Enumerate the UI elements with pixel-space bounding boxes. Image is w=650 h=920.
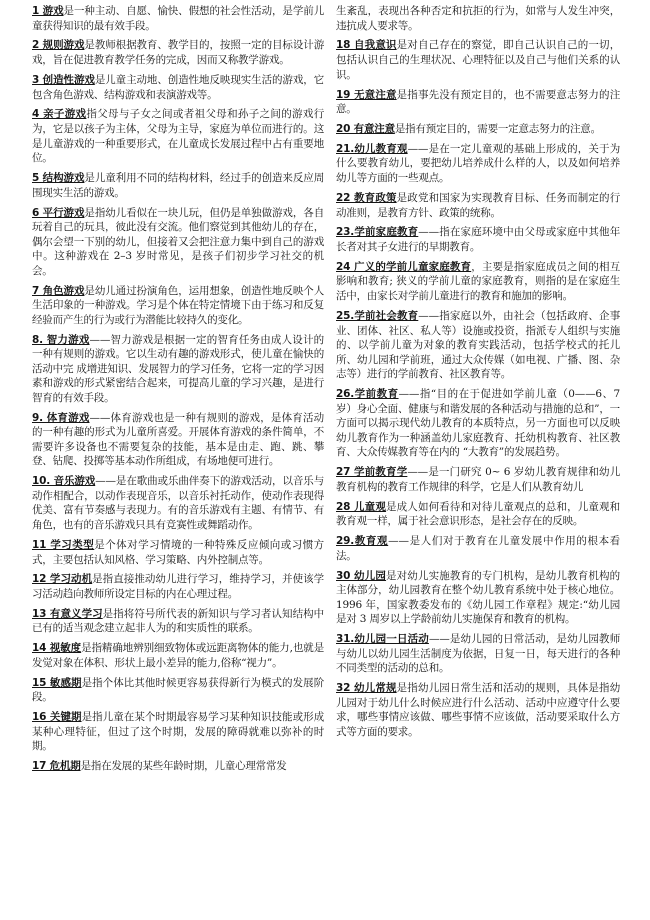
glossary-entry [336, 309, 620, 382]
glossary-term: 8. 智力游戏 [32, 333, 90, 346]
glossary-definition: ——指在家庭环境中由父母或家庭中其他年长者对其子女进行的早期教育。 [336, 226, 620, 253]
glossary-definition: 是教师根据教育、教学目的，按照一定的目标设计游戏，旨在促进教育教学任务的完成，因而又称教学游戏。 [32, 39, 325, 67]
glossary-definition: 是指在发展的某些年龄时期，儿童心理常常发 [80, 760, 287, 773]
glossary-entry [336, 534, 620, 563]
glossary-term: 9. 体育游戏 [32, 411, 90, 424]
glossary-entry [32, 710, 324, 754]
glossary-term: 23.学前家庭教育 [336, 226, 419, 239]
glossary-entry [32, 38, 324, 67]
glossary-definition: 是对幼儿实施教育的专门机构，是幼儿教育机构的主体部分，幼儿园教育在整个幼儿教育系统中处于核心地位。1996 年，国家教委发布的《幼儿园工作章程》规定:“幼儿园是对 3 周岁以上学龄前幼儿实施保育和教育的机构。 [336, 569, 620, 626]
glossary-term: 7 角色游戏 [32, 284, 85, 297]
glossary-definition: 是儿童利用不同的结构材料，经过手的创造来反应周围现实生活的游戏。 [32, 172, 325, 199]
glossary-definition: 是指个体比其他时候更容易获得新行为模式的发展阶段。 [32, 676, 324, 704]
glossary-definition: ——是幼儿园的日常活动，是幼儿园教师与幼儿以幼儿园生活制度为依据，日复一日，每天进行的各种不同类型的活动的总和。 [336, 633, 620, 675]
glossary-definition: ——指“目的在于促进如学前儿童（0——6、7 岁）身心全面、健康与和谐发展的各种活动与措施的总和”，一方面可以揭示现代幼儿教育的本质特点，另一方面也可以反映幼儿教育作为一种涵盖幼儿家庭教育、托幼机构教育、社区教育、大众传媒教育等在内的 “大教育”的发展趋势。 [336, 388, 620, 459]
glossary-term: 26.学前教育 [336, 388, 399, 401]
glossary-definition: ——是一门研究 0~ 6 岁幼儿教育规律和幼儿教育机构的教育工作规律的科学，它是人们从教育幼儿 [336, 466, 620, 493]
glossary-term: 20 有意注意 [336, 123, 395, 135]
glossary-entry [32, 538, 324, 567]
glossary-entry [32, 474, 324, 532]
glossary-definition: ——是在歌曲或乐曲伴奏下的游戏活动，以音乐与动作相配合，以动作表现音乐，以音乐衬托动作，使动作表现得优美、富有节奏感与表现力。有的音乐游戏有主题、有情节、有角色，也有的音乐游戏只具有竞赛性或舞蹈动作。 [32, 475, 324, 532]
glossary-entry [336, 500, 620, 529]
glossary-definition: 是一种主动、自愿、愉快、假想的社会性活动，是学前儿童获得知识的最有效手段。 [32, 5, 324, 32]
glossary-term: 4 亲子游戏 [32, 108, 87, 121]
glossary-definition: 指父母与子女之间或者祖父母和孙子之间的游戏行为，它是以孩子为主体，父母为主导，家庭为单位而进行的。这是儿童游戏的一种重要形式，在儿童成长发展过程中占有重要地位。 [32, 108, 324, 165]
glossary-definition: 是政党和国家为实现教育目标、任务而制定的行动准则，是教育方针、政策的统称。 [336, 191, 620, 219]
glossary-term: 12 学习动机 [32, 573, 93, 586]
glossary-term: 17 危机期 [32, 760, 81, 773]
glossary-definition: ——指家庭以外，由社会（包括政府、企事业、团体、社区、私人等）设施或投资，指派专人组织与实施的、以学前儿童为对象的教育实践活动，包括学校式的托儿所、幼儿园和学前班，通过大众传媒（如电视、广播、图、杂志等）进行的学前教育、社区教育等。 [336, 309, 620, 381]
glossary-term: 3 创造性游戏 [32, 73, 95, 86]
glossary-definition: 是指幼儿看似在一块儿玩，但仍是单独做游戏，各自玩着自己的玩具，彼此没有交流。他们察觉到其他幼儿的存在，偶尔会望一下别的幼儿，但接着又会把注意力集中到自己的游戏中。这种游戏在 2–3 岁时常见，是孩子们初步学习社交的机会。 [32, 206, 325, 277]
glossary-entry [32, 4, 324, 33]
glossary-entry [336, 38, 620, 82]
glossary-entry [32, 171, 324, 200]
glossary-entry [336, 569, 620, 627]
glossary-term: 29.教育观 [336, 535, 389, 548]
glossary-term: 11 学习类型 [32, 538, 95, 551]
glossary-term: 10. 音乐游戏 [32, 475, 96, 488]
glossary-entry [336, 387, 620, 460]
glossary-term: 14 视敏度 [32, 642, 82, 655]
glossary-entry [336, 122, 620, 137]
glossary-entry [32, 759, 324, 774]
glossary-definition: 是指有预定目的，需要一定意志努力的注意。 [394, 123, 601, 135]
glossary-term: 18 自我意识 [336, 39, 397, 52]
glossary-entry [336, 465, 620, 494]
glossary-term: 16 关键期 [32, 711, 82, 724]
glossary-term: 5 结构游戏 [32, 172, 85, 185]
glossary-definition: 是儿童主动地、创造性地反映现实生活的游戏，它包含角色游戏、结构游戏和表演游戏等。 [32, 73, 325, 101]
glossary-definition: 是幼儿通过扮演角色，运用想象，创造性地反映个人生活印象的一种游戏。学习是个体在特定情境下由于练习和反复经验而产生的行为或行为潜能比较持久的变化。 [32, 284, 325, 326]
glossary-term: 1 游戏 [32, 5, 64, 17]
left-column [32, 4, 324, 779]
glossary-term: 15 敏感期 [32, 676, 82, 689]
glossary-definition: 是对自己存在的察觉，即自己认识自己的一切，包括认识自己的生理状况、心理特征以及自己与他们关系的认识。 [336, 39, 620, 81]
glossary-entry [336, 681, 620, 739]
glossary-entry [32, 641, 324, 670]
glossary-term: 22 教育政策 [336, 191, 397, 204]
glossary-definition: 是指事先没有预定目的，也不需要意志努力的注意。 [336, 88, 620, 116]
glossary-entry [336, 88, 620, 117]
glossary-entry [32, 676, 324, 705]
glossary-term: 6 平行游戏 [32, 206, 85, 219]
glossary-entry [32, 73, 324, 102]
glossary-term: 13 有意义学习 [32, 607, 103, 620]
glossary-term: 28 儿童观 [336, 500, 386, 513]
glossary-entry [32, 572, 324, 601]
glossary-term: 25.学前社会教育 [336, 309, 419, 322]
glossary-entry [32, 333, 324, 406]
glossary-entry [336, 260, 620, 304]
glossary-definition: 是指幼儿园日常生活和活动的规则，具体是指幼儿园对于幼儿什么时候应进行什么活动、活动中应遵守什么要求，哪些事情应该做、哪些事情不应该做，活动要采取什么方式等方面的要求。 [336, 682, 620, 738]
glossary-definition: ，主要是指家庭成员之间的相互影响和教育; 狭义的学前儿童的家庭教育，则指的是在家庭生活中，由家长对学前儿童进行的教育和施加的影响。 [336, 260, 621, 303]
glossary-definition: ——智力游戏是根据一定的智育任务由成人设计的一种有规则的游戏。它以生动有趣的游戏形式，使儿童在愉快的活动中完 成增进知识、发展智力的学习任务，它将一定的学习因素和游戏的形式紧密结合起来，可提高儿童的学习兴趣，是进行智育的有效手段。 [32, 333, 324, 404]
glossary-definition: 是成人如何看待和对待儿童观点的总和，儿童观和教育观一样，属于社会意识形态，是社会存在的反映。 [336, 500, 620, 528]
glossary-term: 30 幼儿园 [336, 569, 386, 582]
glossary-term: 2 规则游戏 [32, 39, 85, 52]
glossary-definition: ——是在一定儿童观的基础上形成的，关于为什么要教育幼儿，要把幼儿培养成什么样的人，以及如何培养幼儿等方面的一些观点。 [336, 142, 620, 185]
glossary-entry [32, 284, 324, 328]
glossary-entry [336, 191, 620, 220]
glossary-entry [336, 632, 620, 676]
right-column [336, 4, 620, 745]
glossary-definition: ——是人们对于教育在儿童发展中作用的根本看法。 [336, 535, 620, 562]
glossary-entry [336, 142, 620, 186]
glossary-term: 24 广义的学前儿童家庭教育 [336, 260, 472, 273]
glossary-term: 32 幼儿常规 [336, 682, 397, 695]
glossary-entry [336, 4, 620, 33]
glossary-entry [32, 607, 324, 636]
glossary-definition: 是指精确地辨别细致物体或远距离物体的能力,也就是发觉对象在体积、形状上最小差异的能力,俗称“视力”。 [32, 642, 324, 669]
glossary-definition: 是指直接推动幼儿进行学习，维持学习，并使该学习活动趋向教师所设定目标的内在心理过程。 [32, 573, 324, 600]
glossary-entry [336, 225, 620, 254]
glossary-term: 27 学前教育学 [336, 466, 408, 479]
glossary-term: 19 无意注意 [336, 88, 397, 101]
glossary-definition: 是个体对学习情境的一种特殊反应倾向或习惯方式，主要包括认知风格、学习策略、内外控制点等。 [32, 538, 324, 566]
glossary-term: 31.幼儿园一日活动 [336, 633, 429, 646]
glossary-definition: 生紊乱，表现出各种否定和抗拒的行为，如常与人发生冲突，违抗成人要求等。 [336, 5, 620, 32]
glossary-entry [32, 411, 324, 469]
glossary-term: 21.幼儿教育观 [336, 142, 408, 155]
glossary-definition: 是指将符号所代表的新知识与学习者认知结构中已有的适当观念建立起非人为的和实质性的联系。 [32, 607, 324, 635]
glossary-entry [32, 206, 324, 279]
glossary-definition: ——体育游戏也是一种有规则的游戏，是体育活动的一种有趣的形式为儿童所喜爱。开展体育游戏的条件简单，不需要许多设备也不需要复杂的技能，基本是由走、跑、跳、攀登、钻爬、投掷等基本动作所组成，有场地便可进行。 [32, 411, 324, 468]
glossary-entry [32, 107, 324, 165]
glossary-definition: 是指儿童在某个时期最容易学习某种知识技能或形成某种心理特征，但过了这个时期，发展的障碍就难以弥补的时期。 [32, 711, 324, 753]
